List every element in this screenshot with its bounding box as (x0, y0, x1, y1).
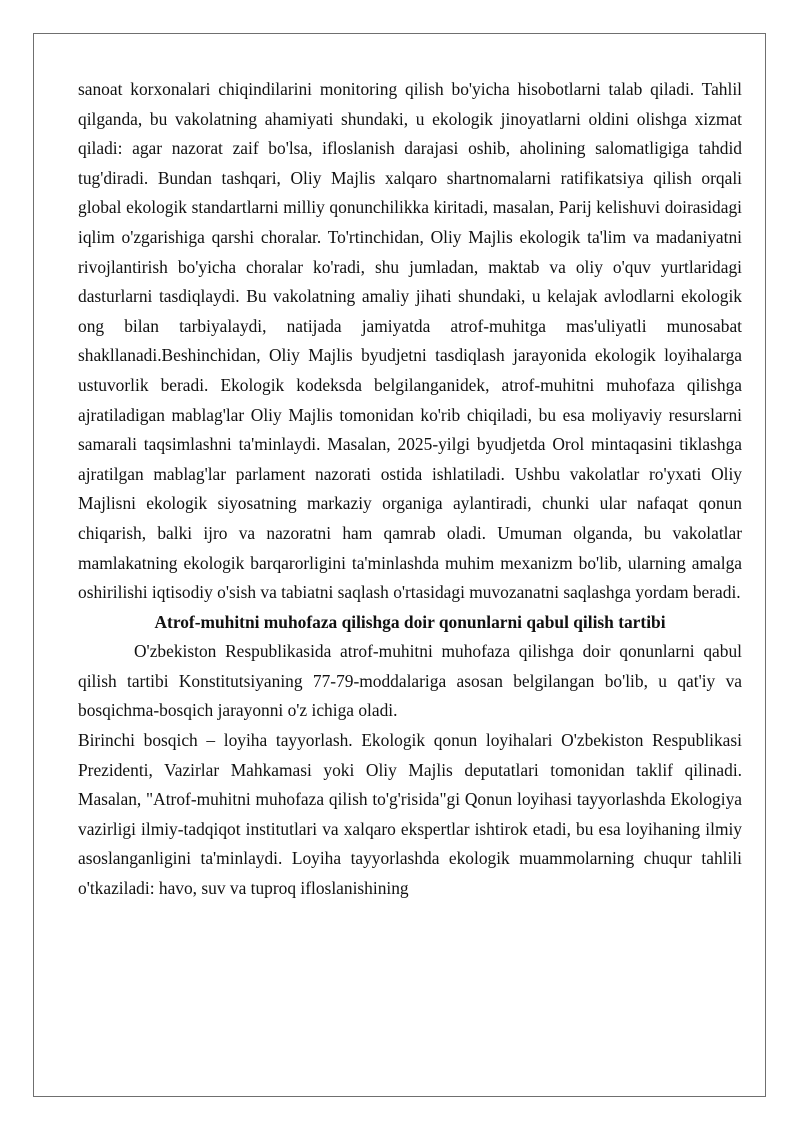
section-heading: Atrof-muhitni muhofaza qilishga doir qonunlarni qabul qilish tartibi (154, 611, 666, 632)
paragraph-intro: O'zbekiston Respublikasida atrof-muhitni muhofaza qilishga doir qonunlarni qabul qilish tartibi Konstitutsiyaning 77-79-moddalariga asosan belgilangan bo'lib, u qat'iy va bosqichma-bosqich jarayonni o'z ichiga oladi. (78, 641, 742, 721)
paragraph-continuation: sanoat korxonalari chiqindilarini monitoring qilish bo'yicha hisobotlarni talab qiladi. Tahlil qilganda, bu vakolatning ahamiyati shundaki, u ekologik jinoyatlarni oldini olishga xizmat qiladi: agar nazorat zaif bo'lsa, ifloslanish darajasi oshib, aholining salomatligiga tahdid tug'diradi. Bundan tashqari, Oliy Majlis xalqaro shartnomalarni ratifikatsiya qilish orqali global ekologik standartlarni milliy qonunchilikka kiritadi, masalan, Parij kelishuvi doirasidagi iqlim o'zgarishiga qarshi choralar. To'rtinchidan, Oliy Majlis ekologik ta'lim va madaniyatni rivojlantirish bo'yicha choralar ko'radi, shu jumladan, maktab va oliy o'quv yurtlaridagi dasturlarni tasdiqlaydi. Bu vakolatning amaliy jihati shundaki, u kelajak avlodlarni ekologik ong bilan tarbiyalaydi, natijada jamiyatda atrof-muhitga mas'uliyatli munosabat shakllanadi.Beshinchidan, Oliy Majlis byudjetni tasdiqlash jarayonida ekologik loyihalarga ustuvorlik beradi. Ekologik kodeksda belgilanganidek, atrof-muhitni muhofaza qilishga ajratiladigan mablag'lar Oliy Majlis tomonidan ko'rib chiqiladi, bu esa moliyaviy resurslarni samarali taqsimlashni ta'minlaydi. Masalan, 2025-yilgi byudjetda Orol mintaqasini tiklashga ajratilgan mablag'lar parlament nazorati ostida ishlatiladi. Ushbu vakolatlar ro'yxati Oliy Majlisni ekologik siyosatning markaziy organiga aylantiradi, chunki ular nafaqat qonun chiqarish, balki ijro va nazoratni ham qamrab oladi. Umuman olganda, bu vakolatlar mamlakatning ekologik barqarorligini ta'minlashda muhim mexanizm bo'lib, ularning amalga oshirilishi iqtisodiy o'sish va tabiatni saqlash o'rtasidagi muvozanatni saqlashga yordam beradi. (78, 79, 742, 603)
paragraph-first-stage: Birinchi bosqich – loyiha tayyorlash. Ekologik qonun loyihalari O'zbekiston Respublikasi Prezidenti, Vazirlar Mahkamasi yoki Oliy Majlis deputatlari tomonidan taklif qilinadi. Masalan, "Atrof-muhitni muhofaza qilish to'g'risida"gi Qonun loyihasi tayyorlashda Ekologiya vazirligi ilmiy-tadqiqot institutlari va xalqaro ekspertlar ishtirok etadi, bu esa loyihaning ilmiy asoslanganligini ta'minlaydi. Loyiha tayyorlashda ekologik muammolarning chuqur tahlili o'tkaziladi: havo, suv va tuproq ifloslanishining (78, 730, 742, 899)
document-body (78, 75, 742, 904)
